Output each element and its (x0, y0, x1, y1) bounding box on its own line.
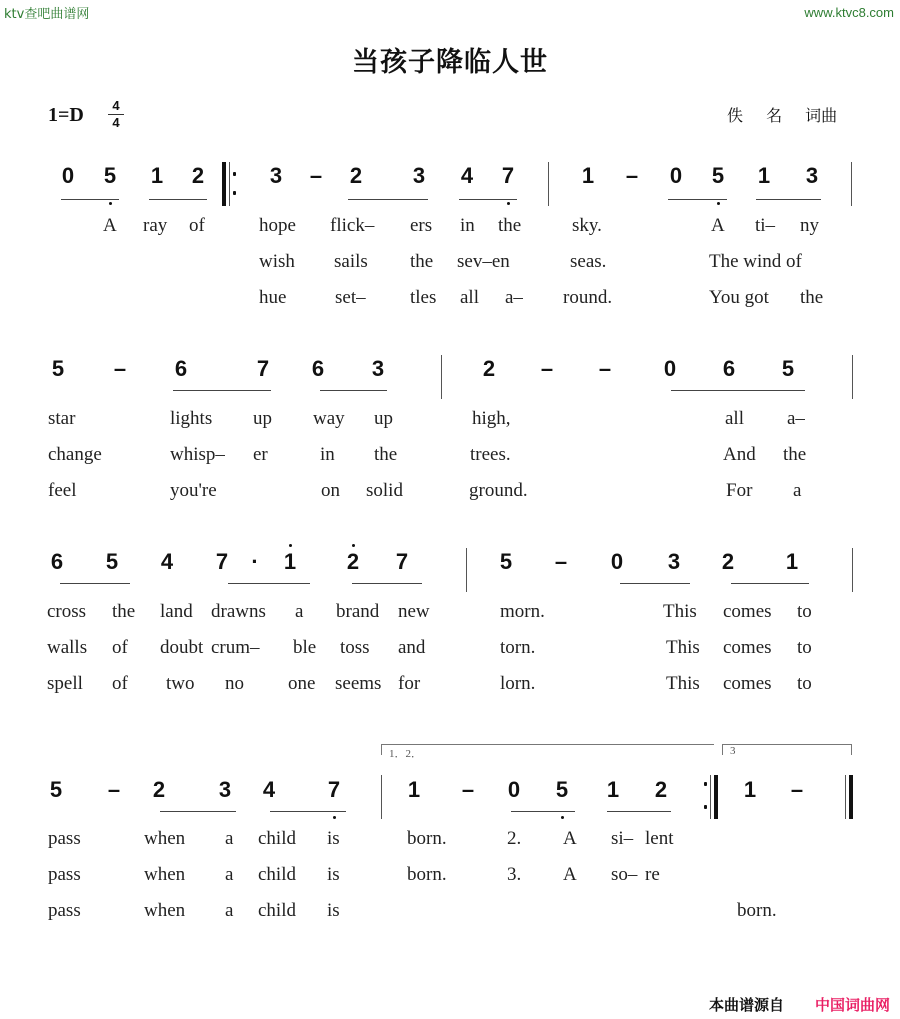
note: 1 (581, 163, 595, 188)
lyric-word: the (374, 444, 398, 465)
lyric-word: This (666, 637, 700, 658)
lyric-word: a (793, 480, 802, 501)
lyric-word: tles (410, 287, 437, 308)
note-dash: – (113, 356, 127, 381)
lyric-word: A (711, 215, 725, 236)
note: 5 (51, 356, 65, 381)
note-dash: – (540, 356, 554, 381)
lyric-word: sky. (572, 215, 602, 236)
beam-underline (320, 390, 387, 391)
beam-underline (270, 811, 346, 812)
time-signature (108, 99, 124, 130)
barline (852, 355, 853, 399)
lyric-word: born. (737, 900, 777, 921)
octave-dot-below (333, 816, 336, 819)
lyric-word: a– (505, 287, 523, 308)
note: 5 (105, 549, 119, 574)
octave-dot-above (289, 544, 292, 547)
volta-bracket (722, 744, 852, 755)
note: 5 (499, 549, 513, 574)
repeat-start-bar (222, 162, 226, 206)
beam-underline (173, 390, 271, 391)
lyric-word: crum– (211, 637, 260, 658)
lyric-word: to (797, 637, 812, 658)
beam-underline (511, 811, 575, 812)
lyric-word: up (374, 408, 393, 429)
lyric-word: hope (259, 215, 296, 236)
watermark-top-left: ktv查吧曲谱网 (4, 7, 90, 22)
note: 6 (174, 356, 188, 381)
note: 4 (460, 163, 474, 188)
lyric-word: on (321, 480, 340, 501)
note: 3 (412, 163, 426, 188)
lyric-word: whisp– (170, 444, 225, 465)
note: 3 (269, 163, 283, 188)
note-dash: – (309, 163, 323, 188)
lyric-word: no (225, 673, 244, 694)
lyric-word: comes (723, 601, 772, 622)
lyric-word: ers (410, 215, 433, 236)
footer-source-site: 中国词曲网 (814, 996, 890, 1014)
lyric-word: morn. (500, 601, 545, 622)
repeat-end-bar (714, 775, 718, 819)
key-signature: 1=D (48, 104, 84, 126)
lyric-word: the (783, 444, 807, 465)
lyric-word: born. (407, 828, 447, 849)
lyric-word: child (258, 864, 296, 885)
note: 3 (218, 777, 232, 802)
octave-dot-below (561, 816, 564, 819)
lyric-word: hue (259, 287, 287, 308)
lyric-word: is (327, 864, 340, 885)
octave-dot-above (352, 544, 355, 547)
volta-label: 1．2． (389, 748, 422, 760)
lyric-word: flick– (330, 215, 375, 236)
beam-underline (61, 199, 119, 200)
lyric-word: feel (48, 480, 77, 501)
note: 3 (805, 163, 819, 188)
lyric-word: change (48, 444, 102, 465)
lyric-word: a (225, 864, 234, 885)
lyric-word: born. (407, 864, 447, 885)
note: 3 (371, 356, 385, 381)
lyric-word: child (258, 900, 296, 921)
lyric-word: comes (723, 673, 772, 694)
volta-label: 3 (730, 745, 736, 757)
repeat-dot (704, 805, 707, 809)
lyric-word: the (800, 287, 824, 308)
note: 7 (395, 549, 409, 574)
beam-underline (731, 583, 809, 584)
lyric-word: solid (366, 480, 403, 501)
repeat-start-thin-bar (229, 162, 230, 206)
lyric-word: way (313, 408, 345, 429)
lyric-word: brand (336, 601, 380, 622)
repeat-end-thin-bar (710, 775, 711, 819)
lyric-word: And (723, 444, 756, 465)
note: 5 (49, 777, 63, 802)
lyric-word: all (725, 408, 744, 429)
note: 2 (721, 549, 735, 574)
note: 1 (150, 163, 164, 188)
lyric-word: in (460, 215, 475, 236)
watermark-top-right: www.ktvc8.com (804, 5, 894, 20)
lyric-word: to (797, 601, 812, 622)
lyric-word: This (663, 601, 697, 622)
note: 5 (103, 163, 117, 188)
lyric-word: high, (472, 408, 511, 429)
lyric-word: si– (611, 828, 634, 849)
lyric-word: the (410, 251, 434, 272)
time-signature-bottom: 4 (112, 115, 120, 130)
note: 6 (50, 549, 64, 574)
beam-underline (620, 583, 690, 584)
barline (441, 355, 442, 399)
note-dash: – (461, 777, 475, 802)
beam-underline (671, 390, 805, 391)
author-credit: 佚 名 词曲 (727, 106, 838, 125)
lyric-word: two (166, 673, 195, 694)
lyric-word: wish (259, 251, 295, 272)
lyric-word: sails (334, 251, 368, 272)
lyric-word: one (288, 673, 316, 694)
note: 6 (311, 356, 325, 381)
lyric-word: a (225, 828, 234, 849)
lyric-word: torn. (500, 637, 536, 658)
lyric-word: walls (47, 637, 88, 658)
lyric-word: when (144, 900, 186, 921)
note: 1 (283, 549, 297, 574)
lyric-word: comes (723, 637, 772, 658)
lyric-word: pass (48, 864, 81, 885)
lyric-word: 2. (507, 828, 522, 849)
beam-underline (160, 811, 236, 812)
lyric-word: a– (787, 408, 805, 429)
lyric-word: round. (563, 287, 613, 308)
note: 5 (711, 163, 725, 188)
lyric-word: doubt (160, 637, 204, 658)
lyric-word: all (460, 287, 479, 308)
lyric-word: lorn. (500, 673, 536, 694)
lyric-word: pass (48, 828, 81, 849)
note: 5 (781, 356, 795, 381)
lyric-word: 3. (507, 864, 522, 885)
lyric-word: re (645, 864, 660, 885)
lyric-word: in (320, 444, 335, 465)
lyric-word: a (225, 900, 234, 921)
note: 0 (610, 549, 624, 574)
lyric-word: ble (293, 637, 317, 658)
note: 1 (407, 777, 421, 802)
barline (852, 548, 853, 592)
note: 0 (507, 777, 521, 802)
note-dash: – (598, 356, 612, 381)
note: 0 (669, 163, 683, 188)
note: 7 (327, 777, 341, 802)
lyric-word: up (253, 408, 272, 429)
volta-bracket (381, 744, 714, 755)
beam-underline (228, 583, 310, 584)
lyric-word: the (112, 601, 136, 622)
lyric-word: new (398, 601, 430, 622)
note: 7 (256, 356, 270, 381)
note: 4 (262, 777, 276, 802)
lyric-word: star (48, 408, 76, 429)
octave-dot-below (109, 202, 112, 205)
lyric-word: cross (47, 601, 87, 622)
lyric-word: of (112, 637, 128, 658)
lyric-word: A (563, 864, 577, 885)
lyric-word: of (112, 673, 128, 694)
song-title: 当孩子降临人世 (352, 47, 548, 78)
note: 4 (160, 549, 174, 574)
barline (381, 775, 382, 819)
final-bar (849, 775, 853, 819)
note: 1 (743, 777, 757, 802)
note: 1 (785, 549, 799, 574)
note: 3 (667, 549, 681, 574)
beam-underline (352, 583, 422, 584)
barline (548, 162, 549, 206)
lyric-word: lights (170, 408, 213, 429)
lyric-word: A (103, 215, 117, 236)
lyric-word: pass (48, 900, 81, 921)
note: · (251, 549, 259, 574)
note: 2 (482, 356, 496, 381)
note-dash: – (554, 549, 568, 574)
lyric-word: is (327, 900, 340, 921)
lyric-word: you're (170, 480, 217, 501)
note: 2 (346, 549, 360, 574)
lyric-word: seems (335, 673, 382, 694)
lyric-word: and (398, 637, 426, 658)
lyric-word: trees. (470, 444, 511, 465)
note: 1 (606, 777, 620, 802)
note: 5 (555, 777, 569, 802)
note: 6 (722, 356, 736, 381)
note: 7 (215, 549, 229, 574)
lyric-word: ti– (755, 215, 776, 236)
lyric-word: land (160, 601, 193, 622)
time-signature-top: 4 (112, 98, 120, 113)
beam-underline (607, 811, 671, 812)
lyric-word: child (258, 828, 296, 849)
lyric-word: sev–en (457, 251, 510, 272)
lyric-word: so– (611, 864, 638, 885)
lyric-word: This (666, 673, 700, 694)
final-thin-bar (845, 775, 846, 819)
note: 7 (501, 163, 515, 188)
note: 2 (152, 777, 166, 802)
barline (466, 548, 467, 592)
lyric-word: spell (47, 673, 83, 694)
octave-dot-below (507, 202, 510, 205)
note: 1 (757, 163, 771, 188)
lyric-word: er (253, 444, 268, 465)
lyric-word: set– (335, 287, 366, 308)
beam-underline (149, 199, 207, 200)
note: 2 (654, 777, 668, 802)
note: 2 (191, 163, 205, 188)
lyric-word: ray (143, 215, 168, 236)
repeat-dot (233, 172, 236, 176)
lyric-word: A (563, 828, 577, 849)
barline (851, 162, 852, 206)
note: 2 (349, 163, 363, 188)
lyric-word: seas. (570, 251, 607, 272)
lyric-word: is (327, 828, 340, 849)
lyric-word: when (144, 864, 186, 885)
lyric-word: a (295, 601, 304, 622)
lyric-word: to (797, 673, 812, 694)
note: 0 (61, 163, 75, 188)
lyric-word: toss (340, 637, 370, 658)
repeat-dot (704, 782, 707, 786)
note-dash: – (625, 163, 639, 188)
lyric-word: ny (800, 215, 819, 236)
beam-underline (459, 199, 517, 200)
note-dash: – (107, 777, 121, 802)
lyric-word: when (144, 828, 186, 849)
beam-underline (668, 199, 727, 200)
lyric-word: of (189, 215, 205, 236)
lyric-word: lent (645, 828, 674, 849)
lyric-word: For (726, 480, 753, 501)
note-dash: – (790, 777, 804, 802)
footer-source-label: 本曲谱源自 (708, 996, 784, 1014)
note: 0 (663, 356, 677, 381)
beam-underline (348, 199, 428, 200)
repeat-dot (233, 191, 236, 195)
lyric-word: You got (709, 287, 769, 308)
lyric-word: drawns (211, 601, 266, 622)
lyric-word: the (498, 215, 522, 236)
lyric-word: The wind of (709, 251, 802, 272)
lyric-word: ground. (469, 480, 528, 501)
lyric-word: for (398, 673, 421, 694)
octave-dot-below (717, 202, 720, 205)
beam-underline (60, 583, 130, 584)
beam-underline (756, 199, 821, 200)
